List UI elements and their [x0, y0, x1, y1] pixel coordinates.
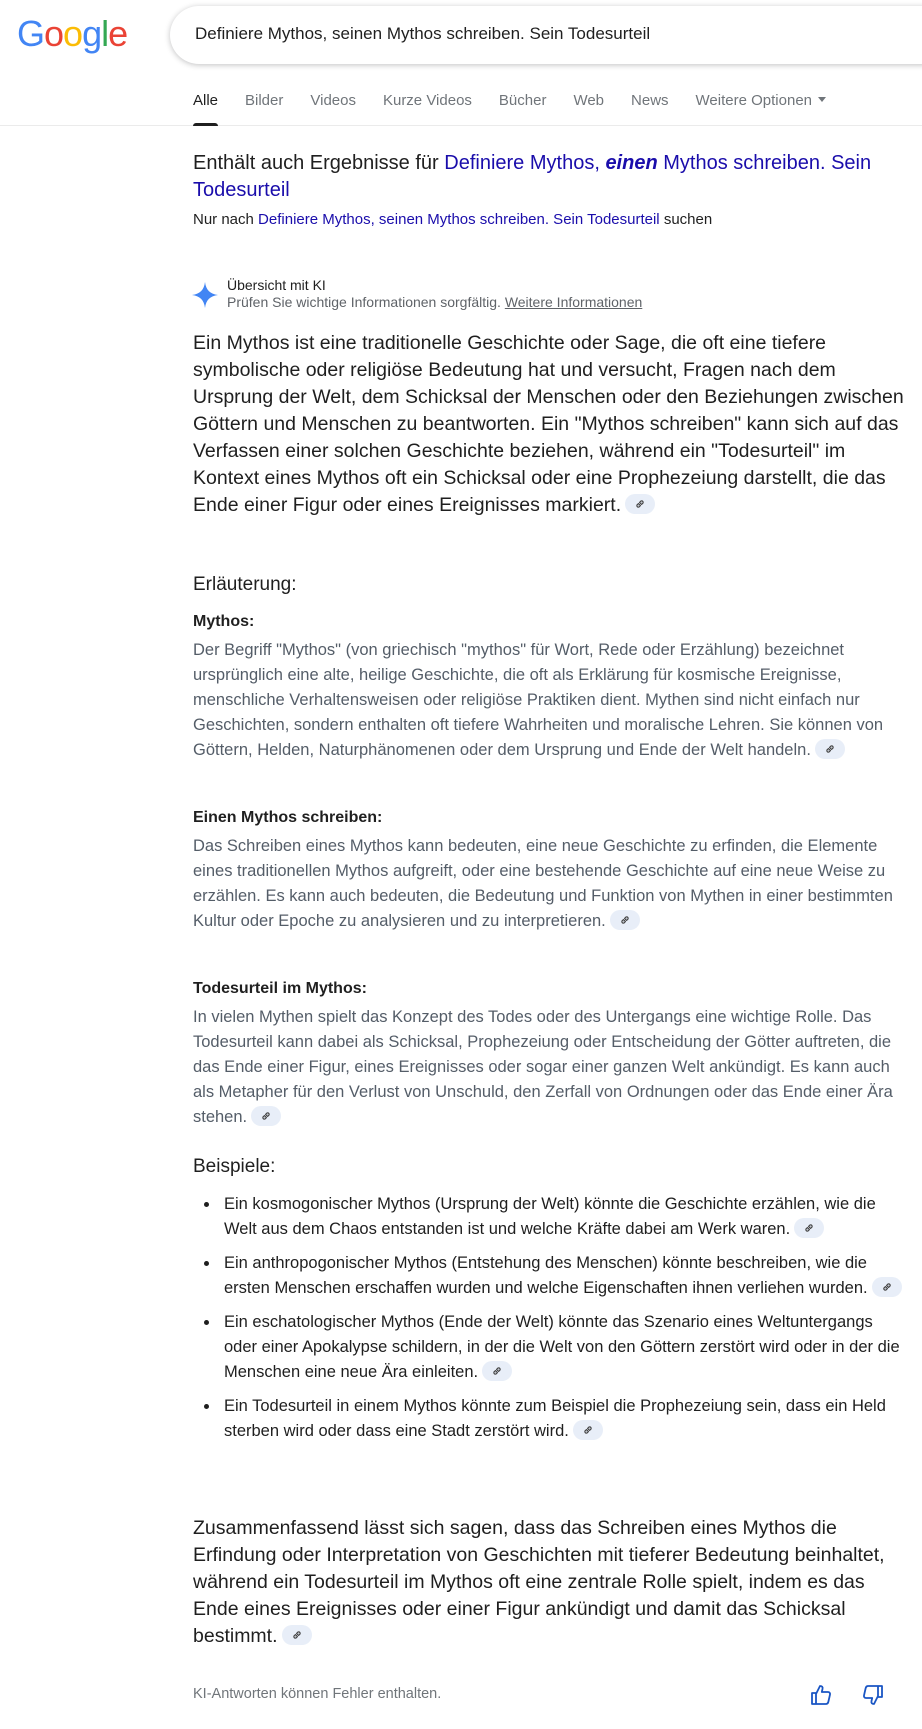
section-mythos [193, 612, 908, 763]
link-icon [803, 1222, 815, 1234]
sparkle-icon [191, 281, 219, 309]
logo-letter: g [82, 13, 102, 54]
google-logo[interactable] [17, 14, 127, 54]
explanation-heading: Erläuterung: [193, 574, 297, 595]
only-suffix: suchen [659, 211, 713, 228]
section-einen-mythos-schreiben [193, 808, 908, 934]
tab-label: Bücher [498, 92, 547, 109]
examples-heading: Beispiele: [193, 1156, 276, 1177]
spelling-correction [193, 150, 903, 230]
corrected-part: Definiere Mythos, [444, 152, 606, 174]
examples-list [193, 1192, 908, 1444]
example-text: Ein Todesurteil in einem Mythos könnte zum Beispiel die Prophezeiung sein, dass ein Held sterben wird oder dass eine Stadt zerstört wird. [224, 1397, 886, 1440]
example-text: Ein anthropogonischer Mythos (Entstehung des Menschen) könnte beschreiben, wie die ersten Menschen erschaffen wurden und welche Eigenschaften ihnen verliehen wurden. [224, 1254, 868, 1297]
tab-buecher[interactable] [499, 90, 547, 126]
summary-text: Zusammenfassend lässt sich sagen, dass das Schreiben eines Mythos die Erfindung oder Interpretation von Geschichten mit tieferer Bedeutung beinhaltet, während ein Todesurteil im Mythos oft eine zentrale Rolle spielt, indem es das Ende eines Ereignisses oder einer Figur ankündigt und damit das Schicksal bestimmt. [193, 1517, 885, 1647]
link-icon [881, 1281, 893, 1293]
source-link-chip[interactable] [625, 494, 655, 514]
link-icon [260, 1110, 272, 1122]
only-prefix: Nur nach [193, 211, 259, 228]
tab-label: Kurze Videos [382, 92, 472, 109]
correction-prefix: Enthält auch Ergebnisse für [193, 152, 445, 174]
tab-alle[interactable] [193, 90, 218, 126]
search-input[interactable] [195, 24, 895, 44]
logo-letter: o [63, 13, 83, 54]
section-todesurteil-im-mythos [193, 979, 908, 1130]
tab-kurze-videos[interactable] [383, 90, 472, 126]
original-query-link[interactable]: Definiere Mythos, seinen Mythos schreiben. Sein Todesurteil [258, 211, 660, 228]
section-text [193, 1005, 908, 1130]
logo-letter: o [44, 13, 64, 54]
caret-down-icon [818, 97, 826, 102]
corrected-part: Mythos schreiben. Sein Todesurteil [193, 152, 872, 201]
search-tabs [193, 90, 853, 126]
tab-label: News [631, 92, 669, 109]
source-link-chip[interactable] [794, 1218, 824, 1238]
original-query-line [193, 209, 903, 230]
tab-label: Videos [310, 92, 356, 109]
section-body: Der Begriff "Mythos" (von griechisch "mythos" für Wort, Rede oder Erzählung) bezeichnet ursprünglich eine alte, heilige Geschichte, die oft als Erklärung für kosmische Ereignisse, menschliche Verhaltensweisen oder religiöse Praktiken dient. Mythen sind nicht einfach nur Geschichten, sondern enthalten oft tiefere Wahrheiten und moralische Lehren. Sie können von Göttern, Helden, Naturphänomenen oder dem Ursprung und Ende der Welt handeln. [193, 641, 884, 759]
corrected-word: einen [605, 152, 658, 174]
example-text: Ein eschatologischer Mythos (Ende der Welt) könnte das Szenario eines Weltuntergangs oder einer Apokalypse schildern, in der die Welt von den Göttern zerstört wird oder in der die Menschen eine neue Ära einleiten. [224, 1313, 900, 1381]
thumbs-up-icon[interactable] [809, 1683, 833, 1707]
source-link-chip[interactable] [482, 1361, 512, 1381]
link-icon [634, 498, 646, 510]
example-text: Ein kosmogonischer Mythos (Ursprung der Welt) könnte die Geschichte erzählen, wie die Welt aus dem Chaos entstanden ist und welche Kräfte dabei am Werk waren. [224, 1195, 876, 1238]
search-box[interactable] [170, 6, 922, 64]
tab-news[interactable] [631, 90, 669, 126]
tab-web[interactable] [573, 90, 604, 126]
ai-overview-disclaimer [227, 294, 642, 311]
ai-overview-header [193, 275, 893, 315]
logo-letter: e [108, 13, 128, 54]
link-icon [582, 1424, 594, 1436]
examples-list-container [193, 1192, 908, 1453]
tab-label: Bilder [245, 92, 284, 109]
section-body: Das Schreiben eines Mythos kann bedeuten, eine neue Geschichte zu erfinden, die Elemente eines traditionellen Mythos aufgreift, oder eine bestehende Geschichte auf eine neue Weise zu erzählen. Es kann auch bedeuten, die Bedeutung und Funktion von Mythen in einer bestimmten Kultur oder Epoche zu analysieren und zu interpretieren. [193, 837, 893, 930]
list-item [193, 1251, 908, 1301]
section-heading: Einen Mythos schreiben: [193, 809, 383, 826]
tab-label: Web [573, 92, 605, 109]
source-link-chip[interactable] [282, 1625, 312, 1645]
section-text [193, 638, 908, 763]
tab-bilder[interactable] [245, 90, 283, 126]
list-item [193, 1394, 908, 1444]
ai-intro-paragraph [193, 330, 908, 519]
logo-letter: l [101, 13, 109, 54]
more-info-link[interactable]: Weitere Informationen [504, 294, 643, 310]
list-item [193, 1310, 908, 1385]
tab-label: Weitere Optionen [695, 92, 813, 109]
section-body: In vielen Mythen spielt das Konzept des Todes oder des Untergangs eine wichtige Rolle. Das Todesurteil kann dabei als Schicksal, Prophezeiung oder Entscheidung der Götter auftreten, die das Ende einer Figur, eines Ereignisses oder sogar einer ganzen Welt ankündigt. Es kann auch als Metapher für den Verlust von Unschuld, den Zerfall von Ordnungen oder das Ende einer Ära stehen. [193, 1008, 893, 1126]
link-icon [291, 1629, 303, 1641]
tab-label: Alle [193, 92, 219, 109]
header [0, 0, 922, 126]
link-icon [491, 1365, 503, 1377]
thumbs-down-icon[interactable] [861, 1683, 885, 1707]
ai-disclaimer-footer: KI-Antworten können Fehler enthalten. [193, 1686, 442, 1702]
logo-letter: G [17, 13, 45, 54]
ai-summary-paragraph [193, 1515, 908, 1650]
source-link-chip[interactable] [251, 1106, 281, 1126]
section-heading: Todesurteil im Mythos: [193, 980, 367, 997]
disclaimer-text: Prüfen Sie wichtige Informationen sorgfältig. [227, 294, 505, 310]
section-text [193, 834, 908, 934]
list-item [193, 1192, 908, 1242]
correction-line [193, 150, 903, 204]
source-link-chip[interactable] [815, 739, 845, 759]
tab-weitere-optionen[interactable] [696, 90, 826, 126]
link-icon [619, 914, 631, 926]
source-link-chip[interactable] [610, 910, 640, 930]
ai-overview-title: Übersicht mit KI [227, 277, 326, 293]
source-link-chip[interactable] [573, 1420, 603, 1440]
source-link-chip[interactable] [872, 1277, 902, 1297]
tab-videos[interactable] [310, 90, 356, 126]
section-heading: Mythos: [193, 613, 255, 630]
link-icon [824, 743, 836, 755]
intro-text: Ein Mythos ist eine traditionelle Geschichte oder Sage, die oft eine tiefere symbolische oder religiöse Bedeutung hat und versucht, Fragen nach dem Ursprung der Welt, dem Schicksal der Menschen oder den Beziehungen zwischen Göttern und Menschen zu beantworten. Ein "Mythos schreiben" kann sich auf das Verfassen einer solchen Geschichte beziehen, während ein "Todesurteil" im Kontext eines Mythos oft ein Schicksal oder eine Prophezeiung darstellt, die das Ende einer Figur oder eines Ereignisses markiert. [193, 332, 904, 516]
